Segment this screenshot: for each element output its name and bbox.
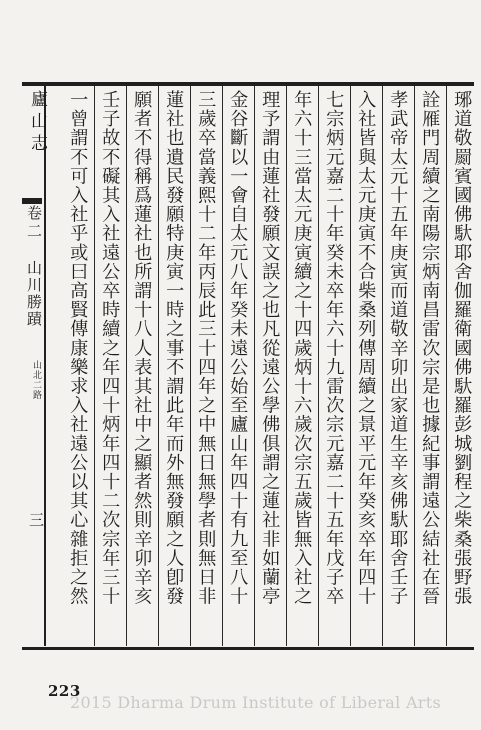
- column-divider: [126, 86, 127, 646]
- text-column: 願者不得稱爲蓮社也所謂十八人表其社中之顯者然則辛卯辛亥: [131, 90, 153, 606]
- text-column: 琊道敬罽賓國佛馱耶舍伽羅衛國佛馱羅彭城劉程之柴桑張野張: [451, 90, 473, 606]
- subsection-label: 山北二路: [31, 360, 41, 400]
- column-divider: [382, 86, 383, 646]
- section-label: 山川勝蹟: [25, 260, 43, 328]
- column-divider: [190, 86, 191, 646]
- column-divider: [414, 86, 415, 646]
- text-column: 一曾謂不可入社乎或曰高賢傳康樂求入社遠公以其心雜拒之然: [67, 90, 89, 606]
- text-column: 金谷斷以一會自太元八年癸未遠公始至廬山年四十有九至八十: [227, 90, 249, 606]
- text-column: 理予謂由蓮社發願文誤之也凡從遠公學佛俱謂之蓮社非如蘭亭: [259, 90, 281, 606]
- page-number: 223: [48, 682, 81, 700]
- column-divider: [286, 86, 287, 646]
- column-divider: [94, 86, 95, 646]
- column-divider: [350, 86, 351, 646]
- column-divider: [222, 86, 223, 646]
- book-title: 廬山志: [27, 90, 47, 156]
- column-divider: [446, 86, 447, 646]
- text-column: 詮雁門周續之南陽宗炳南昌雷次宗是也據紀事謂遠公結社在晉: [419, 90, 441, 606]
- column-divider: [254, 86, 255, 646]
- text-column: 入社皆與太元庚寅不合柴桑列傳周續之景平元年癸亥卒年四十: [355, 90, 377, 606]
- column-divider: [318, 86, 319, 646]
- text-column: 蓮社也遺民發願特庚寅一時之事不謂此年而外無發願之人卽發: [163, 90, 185, 606]
- watermark: 2015 Dharma Drum Institute of Liberal Arts: [70, 693, 441, 712]
- column-divider: [158, 86, 159, 646]
- text-column: 年六十三當太元庚寅續之十四歲炳十六歲次宗五歲皆無入社之: [291, 90, 313, 606]
- text-column: 三歲卒當義熙十二年丙辰此三十四年之中無日無學者則無日非: [195, 90, 217, 606]
- margin-block-mark: [22, 198, 42, 204]
- text-column: 孝武帝太元十五年庚寅而道敬辛卯出家道生辛亥佛馱耶舍壬子: [387, 90, 409, 606]
- leaf-number: 三: [27, 512, 45, 527]
- chapter-label: 卷二: [25, 205, 43, 241]
- text-column: 壬子故不礙其入社遠公卒時續之年四十炳年四十二次宗年三十: [99, 90, 121, 606]
- text-column: 七宗炳元嘉二十年癸未卒年六十九雷次宗元嘉二十五年戊子卒: [323, 90, 345, 606]
- margin-rule: [44, 86, 46, 646]
